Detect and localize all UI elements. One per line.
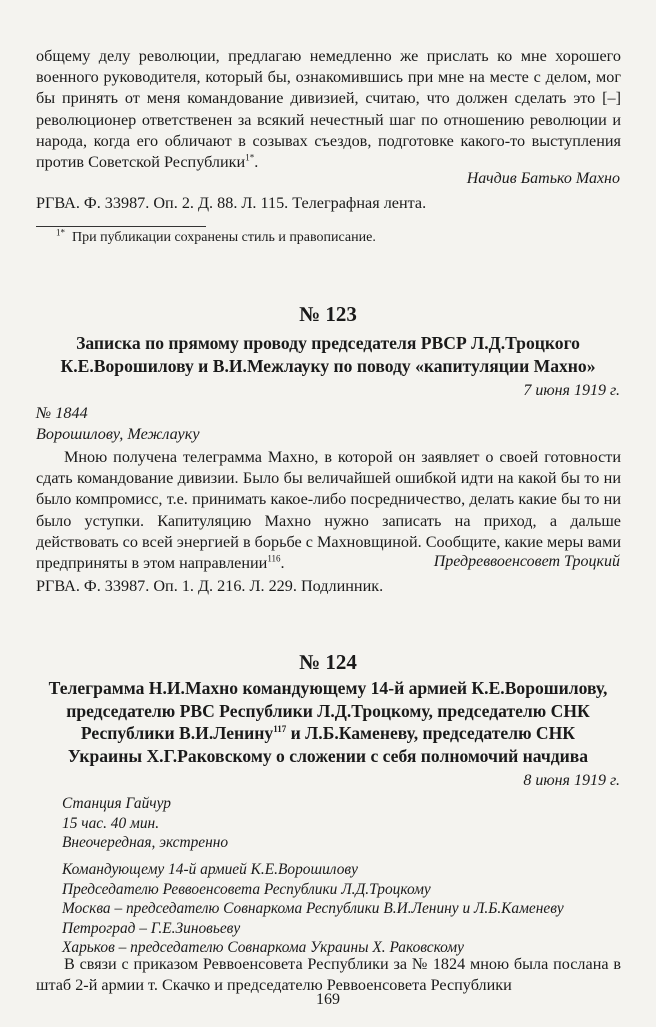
doc-123-body: Мною получена телеграмма Махно, в которой он заявляет о своей готовности сдать командование дивизии. Было бы величайшей ошибкой идти на какой бы то ни было компромисс, т.е. принимать какое-либо посредничество, делать какие бы то ни было уступки. Капитуляцию Махно нужно записать на приход, а дальше действовать со всей энергией в борьбе с Махновщиной. Сообщите, какие меры вами предприняты в этом направлении$^{116}$. [36,448,621,573]
doc-123-signature: Предреввоенсовет Троцкий [433,553,620,570]
doc-124-body: В связи с приказом Реввоенсовета Республики за № 1824 мною была послана в штаб 2-й армии т. Скачко и председателю Реввоенсовета Республики [36,955,621,995]
doc-124-dispatch-info [62,794,228,853]
doc-123-addressees: Ворошилову, Межлауку [36,425,200,443]
doc-124-station: Станция Гайчур [62,795,171,812]
doc-124-number: № 124 [299,650,357,674]
doc-124-date: 8 июня 1919 г. [523,772,620,789]
footnote: $^{1*}$ При публикации сохранены стиль и правописание. [56,227,376,245]
intro-paragraph: общему делу революции, предлагаю немедленно же прислать ко мне хорошего военного руководителя, который бы, ознакомившись при мне на месте с делом, мог бы принять от меня командование дивизией, считаю, что должен сделать это [–] революционер ответственен за всякий нечестный шаг по отношению революции и народа, когда его обличают в созывах съездов, подготовке какого-то выступления против Советской Республики$^{1*}$. [36,47,621,172]
doc-124-addressees: Командующему 14-й армией К.Е.Ворошилову Председателю Реввоенсовета Республики Л.Д.Троцкому Москва – председателю Совнаркома Республики В.И.Ленину и Л.Б.Каменеву Петроград – Г.Е.Зиновьеву Харьков – председателю Совнаркома Украины Х. Раковскому [62,861,564,956]
doc-123-number: № 123 [299,302,357,326]
doc-124-priority: Внеочередная, экстренно [62,834,229,851]
intro-signature: Начдив Батько Махно [466,170,620,187]
doc-123-ref: № 1844 [36,404,88,422]
doc-124-title: Телеграмма Н.И.Махно командующему 14-й армией К.Е.Ворошилову, председателю РВС Республики Л.Д.Троцкому, председателю СНК Республики В.И.Ленину$^{117}$ и Л.Б.Каменеву, председателю СНК Украины Х.Г.Раковскому о сложении с себя полномочий начдива [48,678,608,766]
doc-123-date: 7 июня 1919 г. [523,382,620,399]
doc-123-source: РГВА. Ф. 33987. Оп. 1. Д. 216. Л. 229. Подлинник. [36,577,384,595]
doc-124-time: 15 час. 40 мин. [62,814,160,832]
footnote-mark: 1* [245,152,255,163]
page-number: 169 [316,991,340,1008]
intro-source: РГВА. Ф. 33987. Оп. 2. Д. 88. Л. 115. Телеграфная лента. [36,194,427,212]
doc-123-title: Записка по прямому проводу председателя РВСР Л.Д.Троцкого К.Е.Ворошилову и В.И.Межлауку по поводу «капитуляции Махно» [60,333,596,376]
